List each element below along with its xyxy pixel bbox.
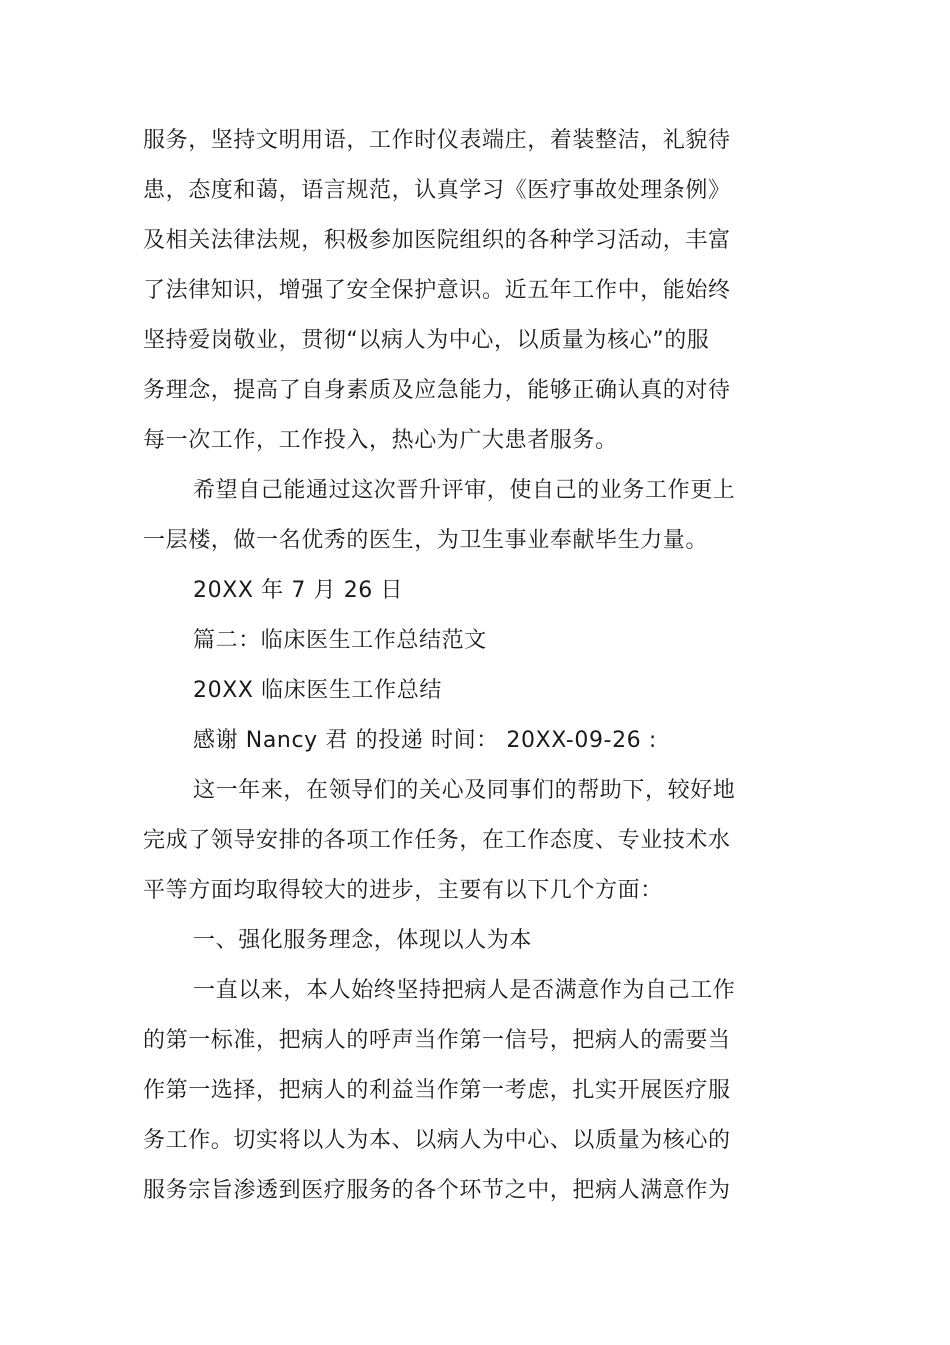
text-line: 服务宗旨渗透到医疗服务的各个环节之中，把病人满意作为 — [143, 1178, 731, 1203]
text-line: 平等方面均取得较大的进步，主要有以下几个方面： — [143, 878, 663, 903]
paragraph-first-line: 一直以来，本人始终坚持把病人是否满意作为自己工作 — [193, 978, 736, 1003]
text-line: 每一次工作，工作投入，热心为广大患者服务。 — [143, 428, 618, 453]
text-line: 务理念，提高了自身素质及应急能力，能够正确认真的对待 — [143, 378, 731, 403]
text-line: 服务，坚持文明用语，工作时仪表端庄，着装整洁，礼貌待 — [143, 128, 731, 153]
paragraph-first-line: 这一年来，在领导们的关心及同事们的帮助下，较好地 — [193, 778, 736, 803]
text-line: 及相关法律法规，积极参加医院组织的各种学习活动，丰富 — [143, 228, 731, 253]
section-heading: 篇二：临床医生工作总结范文 — [193, 628, 487, 653]
text-line: 一层楼，做一名优秀的医生，为卫生事业奉献毕生力量。 — [143, 528, 709, 553]
text-line: 务工作。切实将以人为本、以病人为中心、以质量为核心的 — [143, 1128, 731, 1153]
paragraph-first-line: 希望自己能通过这次晋升评审，使自己的业务工作更上 — [193, 478, 736, 503]
article-title: 20XX 临床医生工作总结 — [193, 678, 442, 703]
text-line: 坚持爱岗敬业，贯彻“以病人为中心，以质量为核心”的服 — [143, 328, 710, 353]
text-line: 了法律知识，增强了安全保护意识。近五年工作中，能始终 — [143, 278, 731, 303]
text-line: 患，态度和蔼，语言规范，认真学习《医疗事故处理条例》 — [143, 178, 731, 203]
subsection-heading: 一、强化服务理念，体现以人为本 — [193, 928, 533, 953]
submission-info: 感谢 Nancy 君 的投递 时间： 20XX-09-26 : — [193, 728, 657, 753]
text-line: 的第一标准，把病人的呼声当作第一信号，把病人的需要当 — [143, 1028, 731, 1053]
text-line: 完成了领导安排的各项工作任务，在工作态度、专业技术水 — [143, 828, 731, 853]
text-line: 作第一选择，把病人的利益当作第一考虑，扎实开展医疗服 — [143, 1078, 731, 1103]
date-line: 20XX 年 7 月 26 日 — [193, 578, 404, 603]
